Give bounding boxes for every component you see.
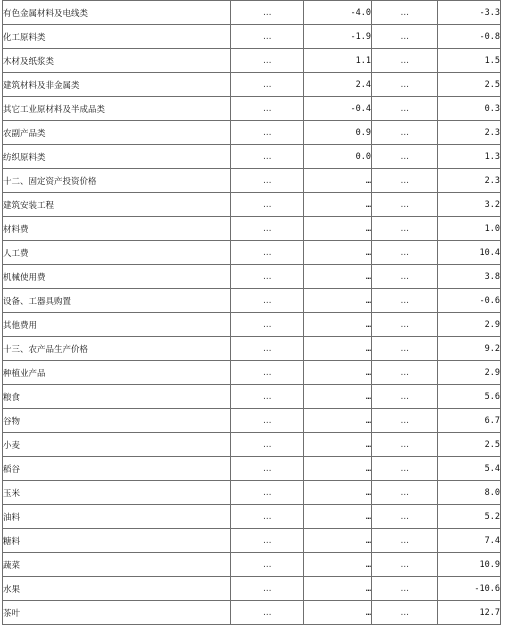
cell-col-4: 1.3 [438, 145, 501, 169]
cell-col-2: … [304, 601, 372, 625]
row-label: 谷物 [3, 409, 231, 433]
table-row [3, 601, 501, 625]
cell-col-3: … [372, 145, 438, 169]
cell-col-3: … [372, 529, 438, 553]
cell-col-1: … [231, 433, 304, 457]
cell-col-2: 0.0 [304, 145, 372, 169]
cell-col-3: … [372, 409, 438, 433]
table-row [3, 337, 501, 361]
cell-col-1: … [231, 313, 304, 337]
table-row [3, 553, 501, 577]
cell-col-2: … [304, 433, 372, 457]
cell-col-2: 2.4 [304, 73, 372, 97]
cell-col-2: 1.1 [304, 49, 372, 73]
cell-col-1: … [231, 265, 304, 289]
cell-col-1: … [231, 73, 304, 97]
table-row [3, 145, 501, 169]
cell-col-3: … [372, 121, 438, 145]
cell-col-2: … [304, 577, 372, 601]
cell-col-3: … [372, 505, 438, 529]
cell-col-1: … [231, 337, 304, 361]
cell-col-4: -0.6 [438, 289, 501, 313]
row-label: 玉米 [3, 481, 231, 505]
cell-col-3: … [372, 313, 438, 337]
cell-col-1: … [231, 289, 304, 313]
cell-col-4: 1.0 [438, 217, 501, 241]
row-label: 纺织原料类 [3, 145, 231, 169]
cell-col-4: 2.9 [438, 313, 501, 337]
cell-col-4: 5.4 [438, 457, 501, 481]
table-row [3, 577, 501, 601]
row-label: 蔬菜 [3, 553, 231, 577]
cell-col-3: … [372, 25, 438, 49]
cell-col-4: 5.6 [438, 385, 501, 409]
table-row [3, 481, 501, 505]
cell-col-4: 3.8 [438, 265, 501, 289]
cell-col-3: … [372, 241, 438, 265]
cell-col-4: 2.3 [438, 121, 501, 145]
cell-col-1: … [231, 193, 304, 217]
cell-col-3: … [372, 361, 438, 385]
row-label: 材料费 [3, 217, 231, 241]
row-label: 人工费 [3, 241, 231, 265]
cell-col-3: … [372, 1, 438, 25]
cell-col-1: … [231, 409, 304, 433]
cell-col-1: … [231, 241, 304, 265]
price-index-table [2, 0, 501, 625]
cell-col-3: … [372, 553, 438, 577]
cell-col-1: … [231, 481, 304, 505]
cell-col-2: -4.0 [304, 1, 372, 25]
cell-col-1: … [231, 121, 304, 145]
cell-col-3: … [372, 265, 438, 289]
cell-col-4: 2.9 [438, 361, 501, 385]
cell-col-1: … [231, 385, 304, 409]
cell-col-2: … [304, 409, 372, 433]
cell-col-3: … [372, 217, 438, 241]
table-row [3, 217, 501, 241]
table-row [3, 433, 501, 457]
table-body [3, 1, 501, 625]
cell-col-2: … [304, 289, 372, 313]
row-label: 糖料 [3, 529, 231, 553]
cell-col-3: … [372, 601, 438, 625]
cell-col-2: … [304, 553, 372, 577]
cell-col-1: … [231, 529, 304, 553]
table-row [3, 169, 501, 193]
cell-col-4: 10.9 [438, 553, 501, 577]
cell-col-2: 0.9 [304, 121, 372, 145]
row-label: 油料 [3, 505, 231, 529]
cell-col-4: -3.3 [438, 1, 501, 25]
cell-col-4: 1.5 [438, 49, 501, 73]
cell-col-1: … [231, 601, 304, 625]
cell-col-1: … [231, 25, 304, 49]
cell-col-2: … [304, 193, 372, 217]
table-row [3, 241, 501, 265]
table-row [3, 265, 501, 289]
cell-col-2: -0.4 [304, 97, 372, 121]
cell-col-4: 7.4 [438, 529, 501, 553]
cell-col-2: … [304, 481, 372, 505]
cell-col-1: … [231, 1, 304, 25]
row-label: 化工原料类 [3, 25, 231, 49]
cell-col-1: … [231, 49, 304, 73]
cell-col-1: … [231, 217, 304, 241]
cell-col-4: 2.5 [438, 73, 501, 97]
cell-col-2: … [304, 241, 372, 265]
cell-col-3: … [372, 433, 438, 457]
cell-col-2: … [304, 169, 372, 193]
cell-col-3: … [372, 337, 438, 361]
cell-col-3: … [372, 457, 438, 481]
cell-col-3: … [372, 97, 438, 121]
row-label: 农副产品类 [3, 121, 231, 145]
row-label: 有色金属材料及电线类 [3, 1, 231, 25]
row-label: 建筑安装工程 [3, 193, 231, 217]
cell-col-2: … [304, 505, 372, 529]
cell-col-3: … [372, 385, 438, 409]
cell-col-3: … [372, 289, 438, 313]
row-label: 水果 [3, 577, 231, 601]
row-label: 十二、固定资产投资价格 [3, 169, 231, 193]
table-row [3, 457, 501, 481]
cell-col-4: 12.7 [438, 601, 501, 625]
table-row [3, 49, 501, 73]
row-label: 稻谷 [3, 457, 231, 481]
table-row [3, 385, 501, 409]
cell-col-2: … [304, 265, 372, 289]
cell-col-4: 2.3 [438, 169, 501, 193]
table-row [3, 313, 501, 337]
cell-col-1: … [231, 553, 304, 577]
cell-col-3: … [372, 577, 438, 601]
table-row [3, 25, 501, 49]
cell-col-4: 9.2 [438, 337, 501, 361]
table-row [3, 193, 501, 217]
cell-col-3: … [372, 481, 438, 505]
cell-col-2: … [304, 385, 372, 409]
row-label: 茶叶 [3, 601, 231, 625]
table-row [3, 289, 501, 313]
cell-col-2: -1.9 [304, 25, 372, 49]
cell-col-2: … [304, 361, 372, 385]
cell-col-3: … [372, 49, 438, 73]
cell-col-3: … [372, 73, 438, 97]
row-label: 设备、工器具购置 [3, 289, 231, 313]
cell-col-2: … [304, 457, 372, 481]
cell-col-1: … [231, 577, 304, 601]
cell-col-3: … [372, 193, 438, 217]
row-label: 十三、农产品生产价格 [3, 337, 231, 361]
cell-col-1: … [231, 457, 304, 481]
cell-col-4: 5.2 [438, 505, 501, 529]
row-label: 木材及纸浆类 [3, 49, 231, 73]
cell-col-1: … [231, 97, 304, 121]
cell-col-4: 0.3 [438, 97, 501, 121]
cell-col-4: -10.6 [438, 577, 501, 601]
table-row [3, 121, 501, 145]
cell-col-1: … [231, 361, 304, 385]
cell-col-4: 8.0 [438, 481, 501, 505]
cell-col-4: 6.7 [438, 409, 501, 433]
row-label: 建筑材料及非金属类 [3, 73, 231, 97]
cell-col-2: … [304, 313, 372, 337]
cell-col-2: … [304, 217, 372, 241]
cell-col-4: 2.5 [438, 433, 501, 457]
row-label: 小麦 [3, 433, 231, 457]
table-row [3, 97, 501, 121]
row-label: 机械使用费 [3, 265, 231, 289]
table-row [3, 361, 501, 385]
cell-col-1: … [231, 145, 304, 169]
cell-col-4: -0.8 [438, 25, 501, 49]
row-label: 其它工业原材料及半成品类 [3, 97, 231, 121]
cell-col-1: … [231, 169, 304, 193]
table-row [3, 1, 501, 25]
cell-col-4: 10.4 [438, 241, 501, 265]
table-row [3, 73, 501, 97]
table-row [3, 505, 501, 529]
cell-col-2: … [304, 337, 372, 361]
table-row [3, 409, 501, 433]
row-label: 种植业产品 [3, 361, 231, 385]
table-row [3, 529, 501, 553]
cell-col-3: … [372, 169, 438, 193]
cell-col-2: … [304, 529, 372, 553]
cell-col-4: 3.2 [438, 193, 501, 217]
cell-col-1: … [231, 505, 304, 529]
row-label: 其他费用 [3, 313, 231, 337]
row-label: 粮食 [3, 385, 231, 409]
